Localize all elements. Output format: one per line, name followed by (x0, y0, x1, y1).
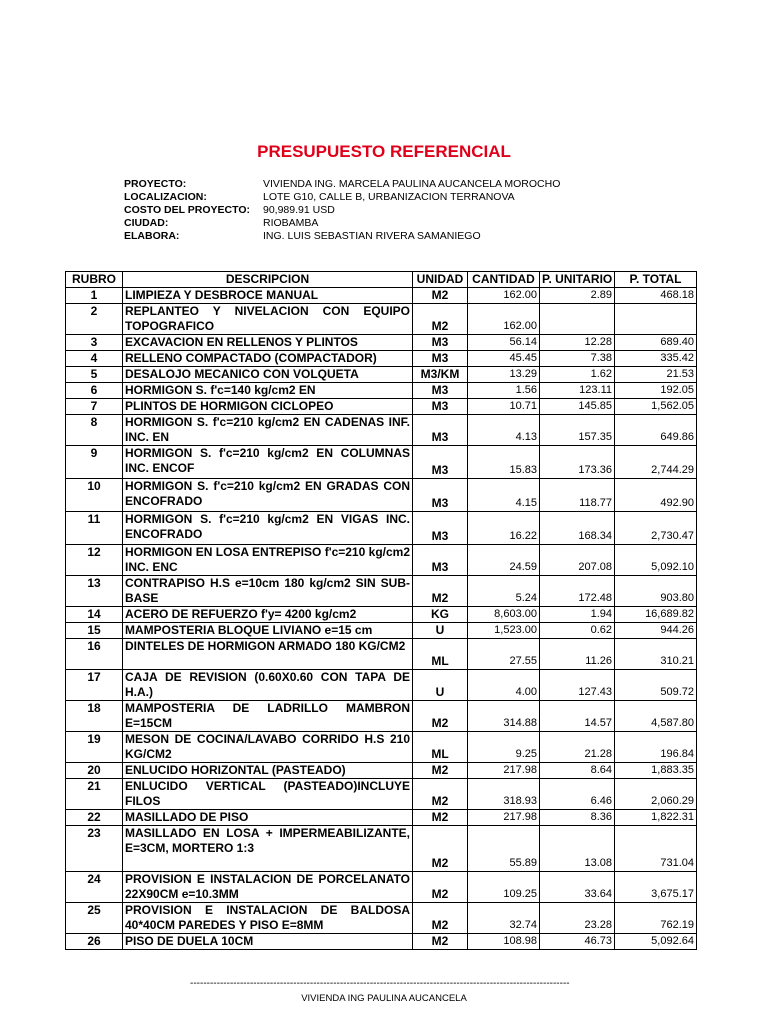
row-rubro: 4 (66, 351, 123, 367)
row-unit: M2 (413, 701, 468, 732)
row-unit-price (540, 304, 615, 335)
row-unit: M2 (413, 576, 468, 607)
row-rubro: 3 (66, 335, 123, 351)
row-unit-price: 172.48 (540, 576, 615, 607)
budget-table (65, 271, 697, 950)
row-rubro: 20 (66, 763, 123, 779)
table-row (66, 512, 697, 545)
row-quantity: 5.24 (468, 576, 540, 607)
location-label: LOCALIZACION: (124, 191, 207, 203)
row-unit: M3 (413, 512, 468, 545)
table-row (66, 367, 697, 383)
row-total: 21.53 (615, 367, 697, 383)
row-total: 2,730.47 (615, 512, 697, 545)
row-unit: ML (413, 639, 468, 670)
table-row (66, 446, 697, 479)
row-description: PROVISION E INSTALACION DE BALDOSA 40*40CM PAREDES Y PISO E=8MM (123, 903, 413, 934)
header-row (66, 272, 697, 288)
row-unit: M3/KM (413, 367, 468, 383)
row-total: 649.86 (615, 415, 697, 446)
row-description: ACERO DE REFUERZO f'y= 4200 kg/cm2 (123, 607, 413, 623)
table-row (66, 810, 697, 826)
row-total: 310.21 (615, 639, 697, 670)
row-description: ENLUCIDO HORIZONTAL (PASTEADO) (123, 763, 413, 779)
row-rubro: 9 (66, 446, 123, 479)
row-quantity: 32.74 (468, 903, 540, 934)
row-rubro: 19 (66, 732, 123, 763)
table-body (66, 288, 697, 950)
row-unit-price: 6.46 (540, 779, 615, 810)
row-rubro: 11 (66, 512, 123, 545)
row-rubro: 22 (66, 810, 123, 826)
row-total: 3,675.17 (615, 872, 697, 903)
row-unit-price: 0.62 (540, 623, 615, 639)
row-quantity: 4.00 (468, 670, 540, 701)
document-title: PRESUPUESTO REFERENCIAL (257, 142, 511, 161)
row-description: MASILLADO EN LOSA + IMPERMEABILIZANTE, E=3CM, MORTERO 1:3 (123, 826, 413, 872)
table-row (66, 779, 697, 810)
table-row (66, 763, 697, 779)
row-quantity: 8,603.00 (468, 607, 540, 623)
row-unit: M3 (413, 446, 468, 479)
row-total: 196.84 (615, 732, 697, 763)
table-row (66, 288, 697, 304)
row-rubro: 16 (66, 639, 123, 670)
row-rubro: 18 (66, 701, 123, 732)
row-unit: M2 (413, 304, 468, 335)
row-description: MAMPOSTERIA BLOQUE LIVIANO e=15 cm (123, 623, 413, 639)
table-row (66, 903, 697, 934)
row-unit-price: 145.85 (540, 399, 615, 415)
row-unit-price: 8.36 (540, 810, 615, 826)
row-total: 2,744.29 (615, 446, 697, 479)
row-description: HORMIGON S. f'c=210 kg/cm2 EN VIGAS INC. ENCOFRADO (123, 512, 413, 545)
row-rubro: 13 (66, 576, 123, 607)
row-rubro: 21 (66, 779, 123, 810)
table-row (66, 351, 697, 367)
row-rubro: 24 (66, 872, 123, 903)
header-rubro: RUBRO (66, 272, 123, 288)
table-row (66, 623, 697, 639)
row-description: CAJA DE REVISION (0.60X0.60 CON TAPA DE H.A.) (123, 670, 413, 701)
row-description: HORMIGON EN LOSA ENTREPISO f'c=210 kg/cm2 INC. ENC (123, 545, 413, 576)
row-unit-price: 23.28 (540, 903, 615, 934)
footer-rule: ------------------------------------------------------------------------------------------------------------------ (190, 978, 570, 989)
row-description: DINTELES DE HORMIGON ARMADO 180 KG/CM2 (123, 639, 413, 670)
row-quantity: 162.00 (468, 304, 540, 335)
row-description: PISO DE DUELA 10CM (123, 934, 413, 950)
row-description: HORMIGON S. f'c=210 kg/cm2 EN CADENAS INF. INC. EN (123, 415, 413, 446)
author-value: ING. LUIS SEBASTIAN RIVERA SAMANIEGO (263, 230, 481, 242)
row-unit: U (413, 670, 468, 701)
row-unit-price: 118.77 (540, 479, 615, 512)
row-unit: M3 (413, 479, 468, 512)
table-row (66, 399, 697, 415)
row-quantity: 1,523.00 (468, 623, 540, 639)
row-rubro: 12 (66, 545, 123, 576)
row-description: HORMIGON S. f'c=210 kg/cm2 EN GRADAS CON ENCOFRADO (123, 479, 413, 512)
row-unit: M2 (413, 934, 468, 950)
row-total: 492.90 (615, 479, 697, 512)
row-total: 731.04 (615, 826, 697, 872)
row-description: MASILLADO DE PISO (123, 810, 413, 826)
row-unit: M2 (413, 872, 468, 903)
row-total: 5,092.10 (615, 545, 697, 576)
row-quantity: 15.83 (468, 446, 540, 479)
row-description: HORMIGON S. f'c=140 kg/cm2 EN (123, 383, 413, 399)
row-unit: M2 (413, 826, 468, 872)
row-description: MESON DE COCINA/LAVABO CORRIDO H.S 210 KG/CM2 (123, 732, 413, 763)
row-unit-price: 1.62 (540, 367, 615, 383)
table-row (66, 701, 697, 732)
row-total: 4,587.80 (615, 701, 697, 732)
row-total: 16,689.82 (615, 607, 697, 623)
row-rubro: 7 (66, 399, 123, 415)
row-total: 1,883.35 (615, 763, 697, 779)
row-unit-price: 157.35 (540, 415, 615, 446)
row-quantity: 10.71 (468, 399, 540, 415)
row-quantity: 162.00 (468, 288, 540, 304)
footer-text: VIVIENDA ING PAULINA AUCANCELA (301, 993, 467, 1004)
row-unit: M2 (413, 288, 468, 304)
row-rubro: 17 (66, 670, 123, 701)
header-unidad: UNIDAD (413, 272, 468, 288)
row-unit-price: 207.08 (540, 545, 615, 576)
row-quantity: 55.89 (468, 826, 540, 872)
row-description: ENLUCIDO VERTICAL (PASTEADO)INCLUYE FILOS (123, 779, 413, 810)
city-label: CIUDAD: (124, 217, 169, 229)
row-quantity: 27.55 (468, 639, 540, 670)
row-rubro: 10 (66, 479, 123, 512)
row-unit-price: 21.28 (540, 732, 615, 763)
row-quantity: 16.22 (468, 512, 540, 545)
row-unit-price: 33.64 (540, 872, 615, 903)
row-unit: KG (413, 607, 468, 623)
row-total: 335.42 (615, 351, 697, 367)
row-unit-price: 123.11 (540, 383, 615, 399)
row-quantity: 45.45 (468, 351, 540, 367)
row-unit: M2 (413, 810, 468, 826)
row-quantity: 108.98 (468, 934, 540, 950)
row-unit: M2 (413, 779, 468, 810)
row-description: MAMPOSTERIA DE LADRILLO MAMBRON E=15CM (123, 701, 413, 732)
row-total: 5,092.64 (615, 934, 697, 950)
row-total: 2,060.29 (615, 779, 697, 810)
row-description: RELLENO COMPACTADO (COMPACTADOR) (123, 351, 413, 367)
cost-label: COSTO DEL PROYECTO: (124, 204, 251, 216)
row-total: 509.72 (615, 670, 697, 701)
table-row (66, 607, 697, 623)
row-rubro: 1 (66, 288, 123, 304)
table-row (66, 826, 697, 872)
row-unit: U (413, 623, 468, 639)
row-total: 903.80 (615, 576, 697, 607)
row-unit-price: 173.36 (540, 446, 615, 479)
row-description: REPLANTEO Y NIVELACION CON EQUIPO TOPOGRAFICO (123, 304, 413, 335)
table-row (66, 732, 697, 763)
table-row (66, 934, 697, 950)
row-quantity: 56.14 (468, 335, 540, 351)
row-rubro: 6 (66, 383, 123, 399)
row-description: CONTRAPISO H.S e=10cm 180 kg/cm2 SIN SUB-BASE (123, 576, 413, 607)
row-unit-price: 11.26 (540, 639, 615, 670)
row-description: EXCAVACION EN RELLENOS Y PLINTOS (123, 335, 413, 351)
row-unit-price: 46.73 (540, 934, 615, 950)
row-rubro: 2 (66, 304, 123, 335)
row-rubro: 14 (66, 607, 123, 623)
row-quantity: 4.13 (468, 415, 540, 446)
row-quantity: 109.25 (468, 872, 540, 903)
table-row (66, 415, 697, 446)
header-cantidad: CANTIDAD (468, 272, 540, 288)
row-unit: M3 (413, 545, 468, 576)
row-unit: M3 (413, 383, 468, 399)
location-value: LOTE G10, CALLE B, URBANIZACION TERRANOVA (263, 191, 515, 203)
row-unit-price: 8.64 (540, 763, 615, 779)
row-rubro: 23 (66, 826, 123, 872)
row-unit-price: 168.34 (540, 512, 615, 545)
city-value: RIOBAMBA (263, 217, 319, 229)
row-description: HORMIGON S. f'c=210 kg/cm2 EN COLUMNAS INC. ENCOF (123, 446, 413, 479)
row-description: PLINTOS DE HORMIGON CICLOPEO (123, 399, 413, 415)
row-unit: M2 (413, 903, 468, 934)
row-quantity: 13.29 (468, 367, 540, 383)
table-row (66, 479, 697, 512)
row-total: 689.40 (615, 335, 697, 351)
row-quantity: 9.25 (468, 732, 540, 763)
row-total (615, 304, 697, 335)
table-row (66, 545, 697, 576)
row-description: PROVISION E INSTALACION DE PORCELANATO 22X90CM e=10.3MM (123, 872, 413, 903)
project-label: PROYECTO: (124, 178, 187, 190)
table-row (66, 383, 697, 399)
table-row (66, 576, 697, 607)
row-unit-price: 127.43 (540, 670, 615, 701)
row-unit-price: 1.94 (540, 607, 615, 623)
table-row (66, 670, 697, 701)
row-unit: M3 (413, 415, 468, 446)
table-row (66, 872, 697, 903)
header-total: P. TOTAL (615, 272, 697, 288)
row-quantity: 217.98 (468, 763, 540, 779)
row-quantity: 24.59 (468, 545, 540, 576)
row-quantity: 4.15 (468, 479, 540, 512)
row-rubro: 8 (66, 415, 123, 446)
row-total: 944.26 (615, 623, 697, 639)
row-rubro: 15 (66, 623, 123, 639)
row-unit-price: 2.89 (540, 288, 615, 304)
row-description: LIMPIEZA Y DESBROCE MANUAL (123, 288, 413, 304)
row-total: 762.19 (615, 903, 697, 934)
row-total: 468.18 (615, 288, 697, 304)
table-row (66, 335, 697, 351)
row-unit: M3 (413, 399, 468, 415)
row-rubro: 26 (66, 934, 123, 950)
row-unit-price: 7.38 (540, 351, 615, 367)
project-value: VIVIENDA ING. MARCELA PAULINA AUCANCELA MOROCHO (263, 178, 561, 190)
author-label: ELABORA: (124, 230, 180, 242)
row-unit-price: 14.57 (540, 701, 615, 732)
row-unit-price: 13.08 (540, 826, 615, 872)
row-quantity: 217.98 (468, 810, 540, 826)
row-total: 1,822.31 (615, 810, 697, 826)
row-quantity: 318.93 (468, 779, 540, 810)
table-row (66, 304, 697, 335)
cost-value: 90,989.91 USD (263, 204, 335, 216)
row-unit: M3 (413, 335, 468, 351)
row-quantity: 1.56 (468, 383, 540, 399)
row-total: 1,562.05 (615, 399, 697, 415)
row-unit: M2 (413, 763, 468, 779)
row-unit-price: 12.28 (540, 335, 615, 351)
header-descripcion: DESCRIPCION (123, 272, 413, 288)
row-quantity: 314.88 (468, 701, 540, 732)
row-rubro: 25 (66, 903, 123, 934)
header-unitario: P. UNITARIO (540, 272, 615, 288)
table-row (66, 639, 697, 670)
row-description: DESALOJO MECANICO CON VOLQUETA (123, 367, 413, 383)
row-unit: ML (413, 732, 468, 763)
row-unit: M3 (413, 351, 468, 367)
row-rubro: 5 (66, 367, 123, 383)
row-total: 192.05 (615, 383, 697, 399)
